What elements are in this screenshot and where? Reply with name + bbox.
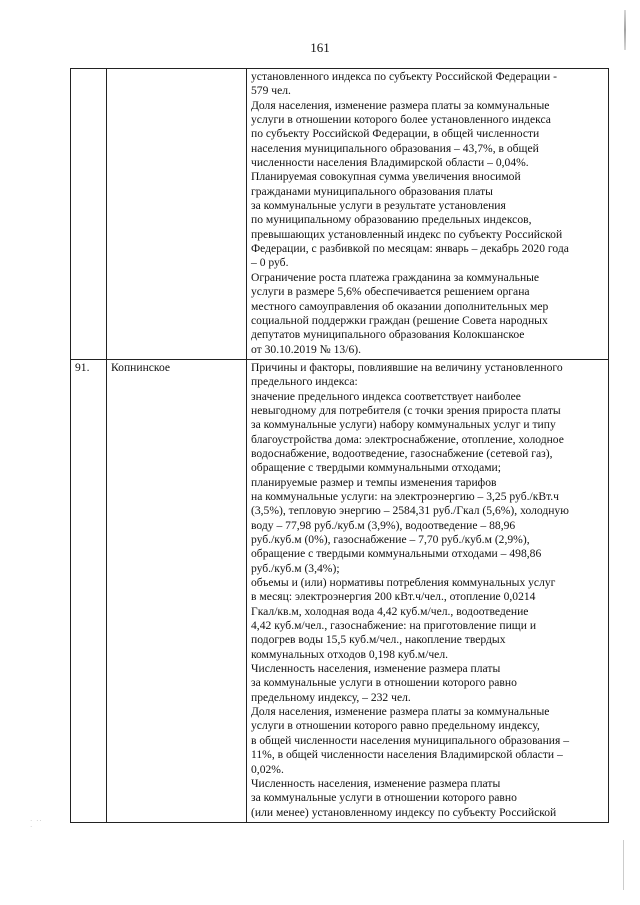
- text-line: за коммунальные услуги в результате установления: [251, 199, 506, 213]
- page-number: 161: [310, 40, 330, 55]
- text-line: местного самоуправления об оказании дополнительных мер: [251, 299, 549, 313]
- text-line: от 30.10.2019 № 13/6).: [251, 342, 362, 356]
- text-line: объемы и (или) нормативы потребления коммунальных услуг: [251, 576, 556, 590]
- text-line: Доля населения, изменение размера платы за коммунальные: [251, 705, 550, 719]
- text-line: Причины и факторы, повлиявшие на величину установленного: [251, 360, 563, 374]
- text-line: услуги в размере 5,6% обеспечивается решением органа: [251, 285, 530, 299]
- text-line: 4,42 куб.м/чел., газоснабжение: на приготовление пищи и: [251, 619, 537, 633]
- municipality-name-cell: [107, 69, 247, 360]
- scan-artifact: [623, 840, 624, 890]
- table-row: [71, 69, 609, 360]
- text-line: благоустройства дома: электроснабжение, отопление, холодное: [251, 432, 564, 446]
- text-line: Федерации, с разбивкой по месяцам: январь – декабрь 2020 года: [251, 242, 569, 256]
- text-line: (3,5%), тепловую энергию – 2584,31 руб./Гкал (5,6%), холодную: [251, 504, 569, 518]
- text-line: коммунальных отходов 0,198 куб.м/чел.: [251, 647, 449, 661]
- text-line: Доля населения, изменение размера платы за коммунальные: [251, 98, 550, 112]
- text-line: Гкал/кв.м, холодная вода 4,42 куб.м/чел., водоотведение: [251, 604, 529, 618]
- description-cell: [247, 359, 609, 822]
- text-line: Численность населения, изменение размера платы: [251, 776, 501, 790]
- text-line: Численность населения, изменение размера платы: [251, 662, 501, 676]
- text-line: превышающих установленный индекс по субъекту Российской: [251, 227, 563, 241]
- text-line: руб./куб.м (3,4%);: [251, 561, 340, 575]
- text-line: – 0 руб.: [251, 256, 289, 270]
- text-line: Планируемая совокупная сумма увеличения вносимой: [251, 170, 521, 184]
- municipality-name-cell: Копнинское: [107, 359, 247, 822]
- text-line: предельного индекса:: [251, 375, 358, 389]
- text-line: в общей численности населения муниципального образования –: [251, 733, 570, 747]
- text-line: установленного индекса по субъекту Российской Федерации -: [251, 70, 557, 83]
- text-line: 0,02%.: [251, 762, 284, 776]
- row-number-cell: 91.: [71, 359, 107, 822]
- text-line: предельному индексу, – 232 чел.: [251, 690, 411, 704]
- text-line: подогрев воды 15,5 куб.м/чел., накопление твердых: [251, 633, 506, 647]
- text-line: планируемые размер и темпы изменения тарифов: [251, 475, 497, 489]
- text-line: социальной поддержки граждан (решение Совета народных: [251, 313, 548, 327]
- text-line: руб./куб.м (0%), газоснабжение – 7,70 руб./куб.м (2,9%),: [251, 533, 530, 546]
- text-line: водоснабжение, водоотведение, газоснабжение (сетевой газ),: [251, 446, 553, 460]
- text-line: 11%, в общей численности населения Владимирской области –: [251, 748, 563, 762]
- text-line: по муниципальному образованию предельных индексов,: [251, 213, 532, 227]
- text-line: на коммунальные услуги: на электроэнергию – 3,25 руб./кВт.ч: [251, 489, 559, 503]
- text-line: услуги в отношении которого равно предельному индексу,: [251, 719, 540, 733]
- text-line: по субъекту Российской Федерации, в общей численности: [251, 127, 540, 141]
- text-line: обращение с твердыми коммунальными отходами;: [251, 461, 501, 475]
- text-line: численности населения Владимирской области – 0,04%.: [251, 156, 529, 170]
- text-line: населения муниципального образования – 43,7%, в общей: [251, 141, 539, 155]
- text-line: услуги в отношении которого более установленного индекса: [251, 113, 551, 127]
- text-line: 579 чел.: [251, 84, 291, 98]
- text-line: за коммунальные услуги в отношении которого равно: [251, 676, 517, 690]
- table-row: [71, 359, 609, 822]
- text-line: гражданами муниципального образования платы: [251, 184, 493, 198]
- text-line: за коммунальные услуги в отношении которого равно: [251, 791, 517, 805]
- text-line: воду – 77,98 руб./куб.м (3,9%), водоотведение – 88,96: [251, 518, 516, 532]
- text-line: в месяц: электроэнергия 200 кВт.ч/чел., отопление 0,0214: [251, 590, 536, 604]
- text-line: за коммунальные услуги) набору коммунальных услуг и типу: [251, 418, 556, 432]
- document-table: [70, 68, 609, 823]
- text-line: обращение с твердыми коммунальными отходами – 498,86: [251, 547, 542, 561]
- text-line: депутатов муниципального образования Колокшанское: [251, 328, 525, 342]
- text-line: Ограничение роста платежа гражданина за коммунальные: [251, 270, 540, 284]
- row-number-cell: [71, 69, 107, 360]
- text-line: (или менее) установленному индексу по субъекту Российской: [251, 805, 557, 819]
- description-cell: [247, 69, 609, 360]
- text-line: значение предельного индекса соответствует наиболее: [251, 389, 521, 403]
- scan-artifact: · ·· ·: [30, 817, 43, 831]
- text-line: невыгодному для потребителя (с точки зрения прироста платы: [251, 403, 561, 417]
